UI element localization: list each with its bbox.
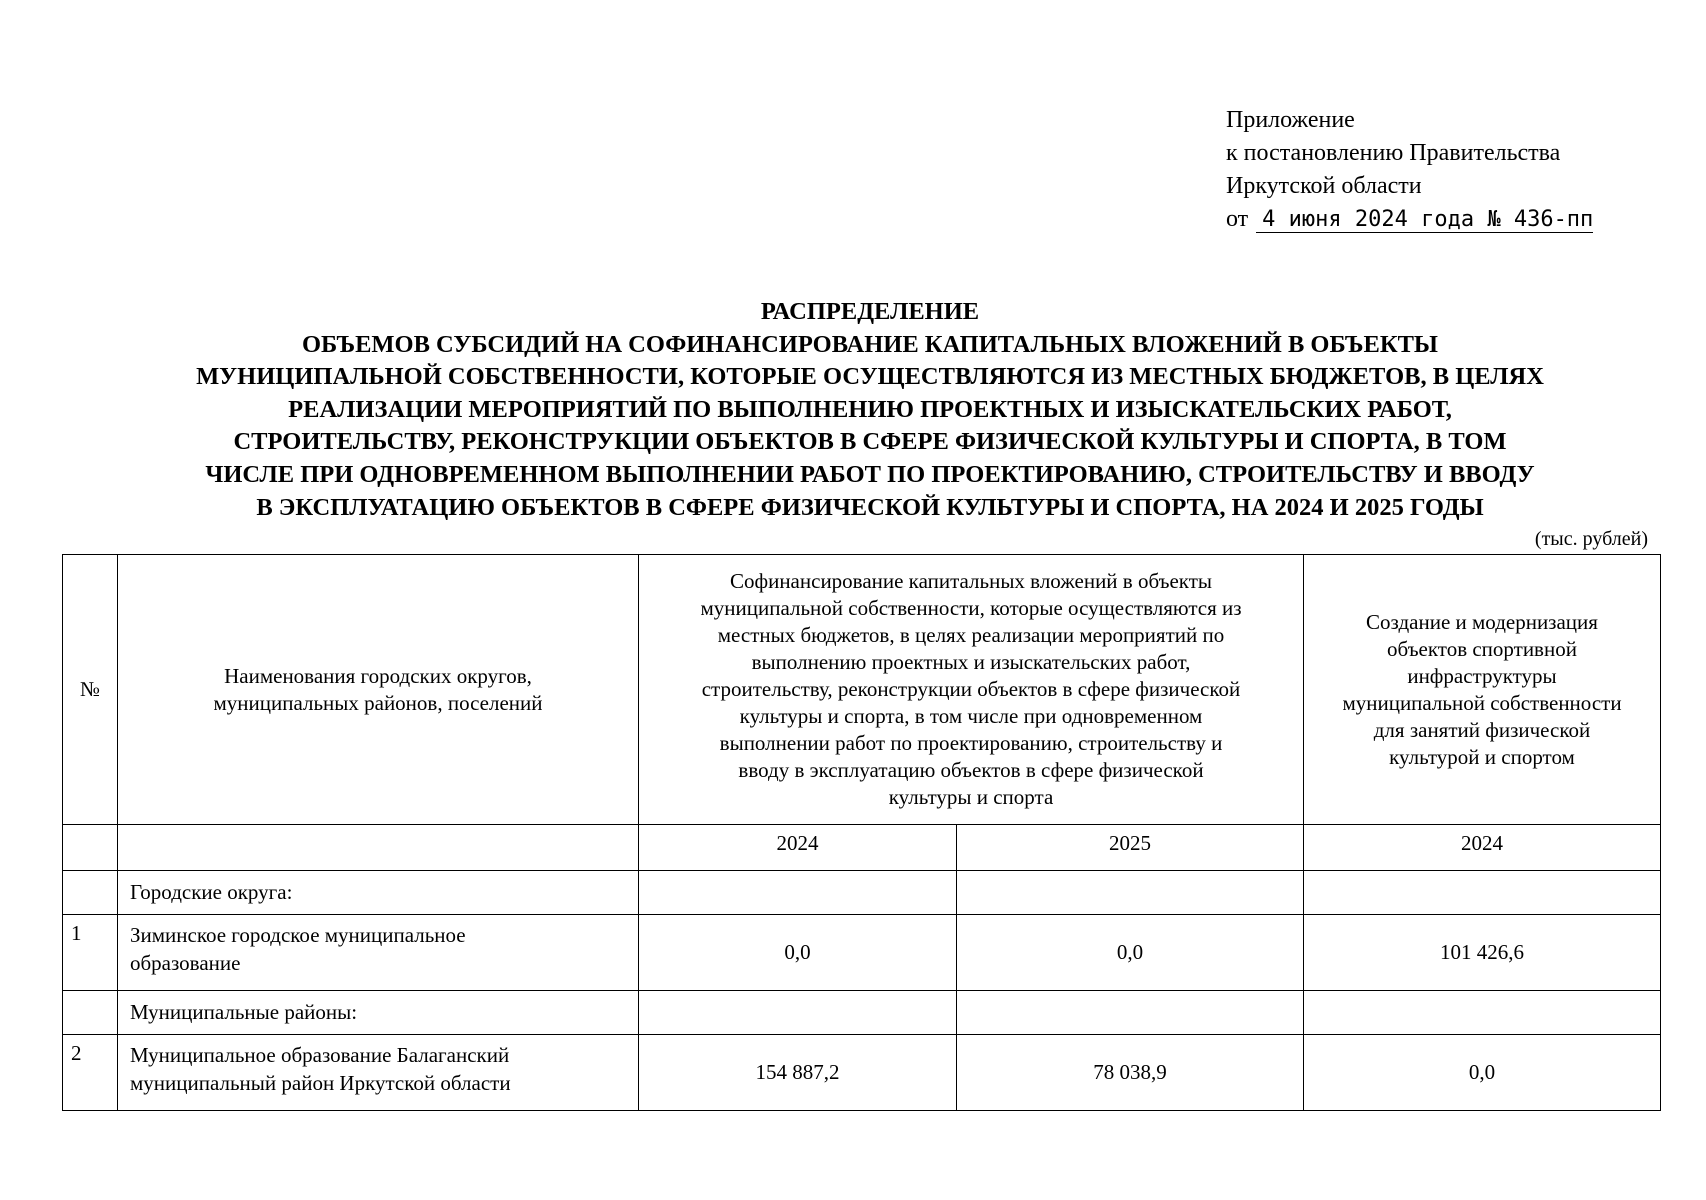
- group-label-urban: Городские округа:: [118, 871, 639, 915]
- row-value-cofin-2025: 0,0: [957, 915, 1304, 991]
- row-value-cofin-2025: 78 038,9: [957, 1035, 1304, 1111]
- year-modern-2024: 2024: [1304, 825, 1661, 871]
- header-cofin-line: выполнении работ по проектированию, строительству и: [719, 731, 1223, 755]
- group-label-districts: Муниципальные районы:: [118, 991, 639, 1035]
- group-empty-cell: [1304, 871, 1661, 915]
- group-empty-cell: [957, 871, 1304, 915]
- unit-note: (тыс. рублей): [1534, 528, 1648, 550]
- years-name-cell: [118, 825, 639, 871]
- group-empty-cell: [1304, 991, 1661, 1035]
- row-name-line: образование: [130, 951, 241, 975]
- header-cofin-line: местных бюджетов, в целях реализации мероприятий по: [717, 623, 1225, 647]
- header-cofin-line: Софинансирование капитальных вложений в объекты: [729, 569, 1213, 593]
- header-name-line: муниципальных районов, поселений: [213, 690, 543, 715]
- table-row: [63, 1035, 1661, 1111]
- header-modern-line: инфраструктуры: [1407, 663, 1557, 688]
- row-num: 1: [63, 915, 118, 991]
- row-name: [118, 915, 639, 991]
- header-cofin-line: культуры и спорта, в том числе при одновременном: [739, 704, 1203, 728]
- title-line: РАСПРЕДЕЛЕНИЕ: [760, 298, 980, 325]
- appendix-region: Иркутской области: [1226, 173, 1422, 199]
- row-value-modern-2024: 101 426,6: [1304, 915, 1661, 991]
- title-line: МУНИЦИПАЛЬНОЙ СОБСТВЕННОСТИ, КОТОРЫЕ ОСУЩЕСТВЛЯЮТСЯ ИЗ МЕСТНЫХ БЮДЖЕТОВ, В ЦЕЛЯХ: [196, 363, 1544, 391]
- row-num: 2: [63, 1035, 118, 1111]
- group-empty-cell: [639, 871, 957, 915]
- subsidy-table: [62, 554, 1661, 1111]
- header-cofin-line: выполнению проектных и изыскательских работ,: [751, 650, 1191, 674]
- header-cofin-line: культуры и спорта: [888, 785, 1054, 809]
- appendix-block: [1226, 104, 1593, 236]
- appendix-ref: к постановлению Правительства: [1226, 140, 1561, 166]
- group-num-cell: [63, 871, 118, 915]
- appendix-title: Приложение: [1226, 107, 1355, 133]
- header-modern-line: для занятий физической: [1373, 717, 1591, 742]
- group-row-districts: [63, 991, 1661, 1035]
- header-cofin-line: строительству, реконструкции объектов в сфере физической: [701, 677, 1241, 701]
- title-line: В ЭКСПЛУАТАЦИЮ ОБЪЕКТОВ В СФЕРЕ ФИЗИЧЕСКОЙ КУЛЬТУРЫ И СПОРТА, НА 2024 И 2025 ГОДЫ: [256, 493, 1484, 521]
- group-row-urban: [63, 871, 1661, 915]
- header-modern-line: Создание и модернизация: [1366, 609, 1598, 634]
- group-empty-cell: [639, 991, 957, 1035]
- header-name-line: Наименования городских округов,: [224, 663, 532, 688]
- header-modern-line: объектов спортивной: [1387, 636, 1577, 661]
- title-line: ЧИСЛЕ ПРИ ОДНОВРЕМЕННОМ ВЫПОЛНЕНИИ РАБОТ ПО ПРОЕКТИРОВАНИЮ, СТРОИТЕЛЬСТВУ И ВВОДУ: [205, 460, 1535, 488]
- appendix-date-line: [1226, 203, 1593, 236]
- row-name-line: Муниципальное образование Балаганский: [130, 1043, 510, 1067]
- row-value-cofin-2024: 0,0: [639, 915, 957, 991]
- table-row: [63, 915, 1661, 991]
- year-cofin-2024: 2024: [639, 825, 957, 871]
- header-cofin-line: муниципальной собственности, которые осуществляются из: [700, 596, 1242, 620]
- group-empty-cell: [957, 991, 1304, 1035]
- row-name-line: муниципальный район Иркутской области: [130, 1071, 511, 1095]
- row-name-line: Зиминское городское муниципальное: [130, 923, 466, 947]
- year-cofin-2025: 2025: [957, 825, 1304, 871]
- title-line: ОБЪЕМОВ СУБСИДИЙ НА СОФИНАНСИРОВАНИЕ КАПИТАЛЬНЫХ ВЛОЖЕНИЙ В ОБЪЕКТЫ: [302, 330, 1438, 358]
- document-title: [40, 296, 1700, 524]
- header-modern-line: культурой и спортом: [1389, 744, 1575, 769]
- header-num: №: [63, 555, 118, 825]
- row-value-modern-2024: 0,0: [1304, 1035, 1661, 1111]
- years-row: [63, 825, 1661, 871]
- header-modernization: [1304, 555, 1661, 825]
- title-line: СТРОИТЕЛЬСТВУ, РЕКОНСТРУКЦИИ ОБЪЕКТОВ В СФЕРЕ ФИЗИЧЕСКОЙ КУЛЬТУРЫ И СПОРТА, В ТОМ: [233, 428, 1507, 456]
- title-line: РЕАЛИЗАЦИИ МЕРОПРИЯТИЙ ПО ВЫПОЛНЕНИЮ ПРОЕКТНЫХ И ИЗЫСКАТЕЛЬСКИХ РАБОТ,: [288, 395, 1452, 423]
- group-num-cell: [63, 991, 118, 1035]
- header-cofin-line: вводу в эксплуатацию объектов в сфере физической: [738, 758, 1204, 782]
- years-num-cell: [63, 825, 118, 871]
- header-name: [118, 555, 639, 825]
- row-name: [118, 1035, 639, 1111]
- row-value-cofin-2024: 154 887,2: [639, 1035, 957, 1111]
- header-modern-line: муниципальной собственности: [1342, 690, 1622, 715]
- date-value: 4 июня 2024 года № 436-пп: [1256, 207, 1593, 233]
- date-prefix: от: [1226, 206, 1249, 232]
- header-row: [63, 555, 1661, 825]
- header-cofinancing: [639, 555, 1304, 825]
